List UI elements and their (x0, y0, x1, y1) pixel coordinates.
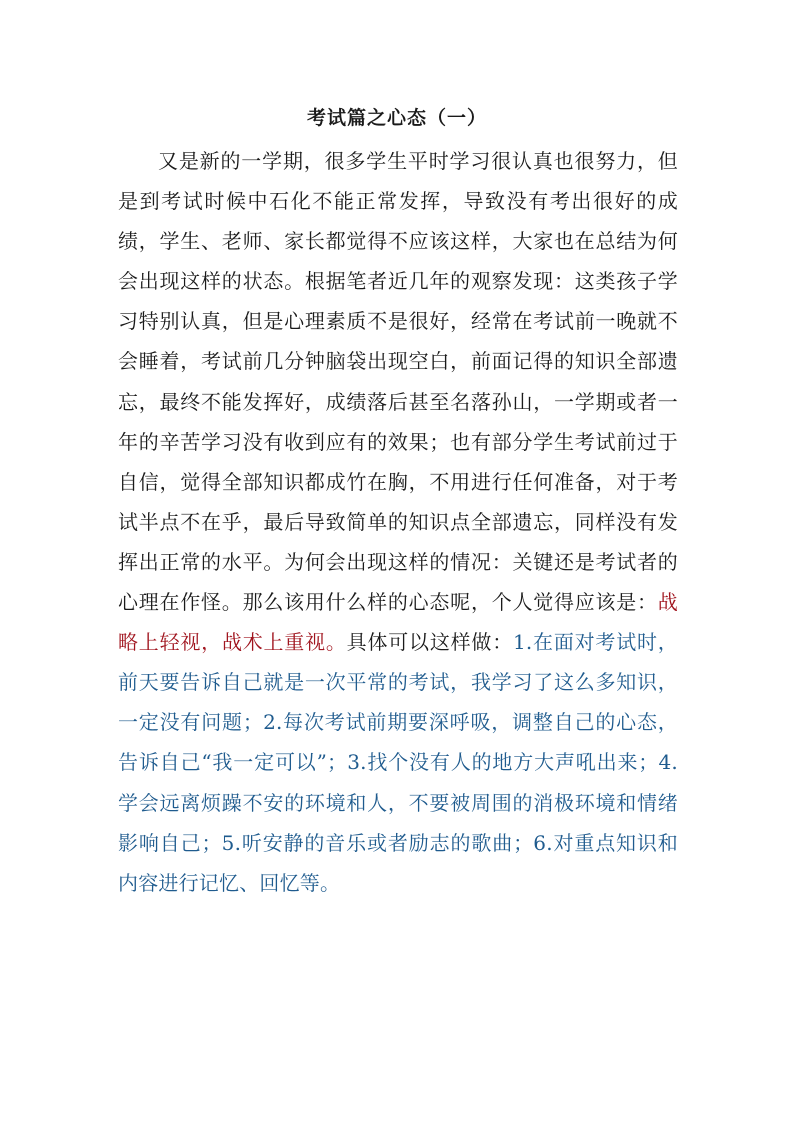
paragraph-intro-text: 又是新的一学期，很多学生平时学习很认真也很努力，但是到考试时候中石化不能正常发挥，导致没有考出很好的成绩，学生、老师、家长都觉得不应该这样，大家也在总结为何会出现这样的状态。根据笔者近几年的观察发现：这类孩子学习特别认真，但是心理素质不是很好，经常在考试前一晚就不会睡着，考试前几分钟脑袋出现空白，前面记得的知识全部遗忘，最终不能发挥好，成绩落后甚至名落孙山，一学期或者一年的辛苦学习没有收到应有的效果；也有部分学生考试前过于自信，觉得全部知识都成竹在胸，不用进行任何准备，对于考试半点不在乎，最后导致简单的知识点全部遗忘，同样没有发挥出正常的水平。为何会出现这样的情况：关键还是考试者的心理在作怪。那么该用什么样的心态呢，个人觉得应该是： (118, 149, 678, 615)
paragraph-lead-text: 具体可以这样做： (346, 630, 513, 655)
paragraph-emphasis-text: 战略上轻视，战术上重视。 (118, 590, 678, 655)
document-body-paragraph (118, 141, 678, 903)
document-title: 考试篇之心态（一） (306, 107, 487, 129)
paragraph-steps-text: 1.在面对考试时，前天要告诉自己就是一次平常的考试，我学习了这么多知识，一定没有问题；2.每次考试前期要深呼吸，调整自己的心态，告诉自己“我一定可以”；3.找个没有人的地方大声吼出来；4.学会远离烦躁不安的环境和人，不要被周围的消极环境和情绪影响自己；5.听安静的音乐或者励志的歌曲；6.对重点知识和内容进行记忆、回忆等。 (118, 630, 678, 895)
